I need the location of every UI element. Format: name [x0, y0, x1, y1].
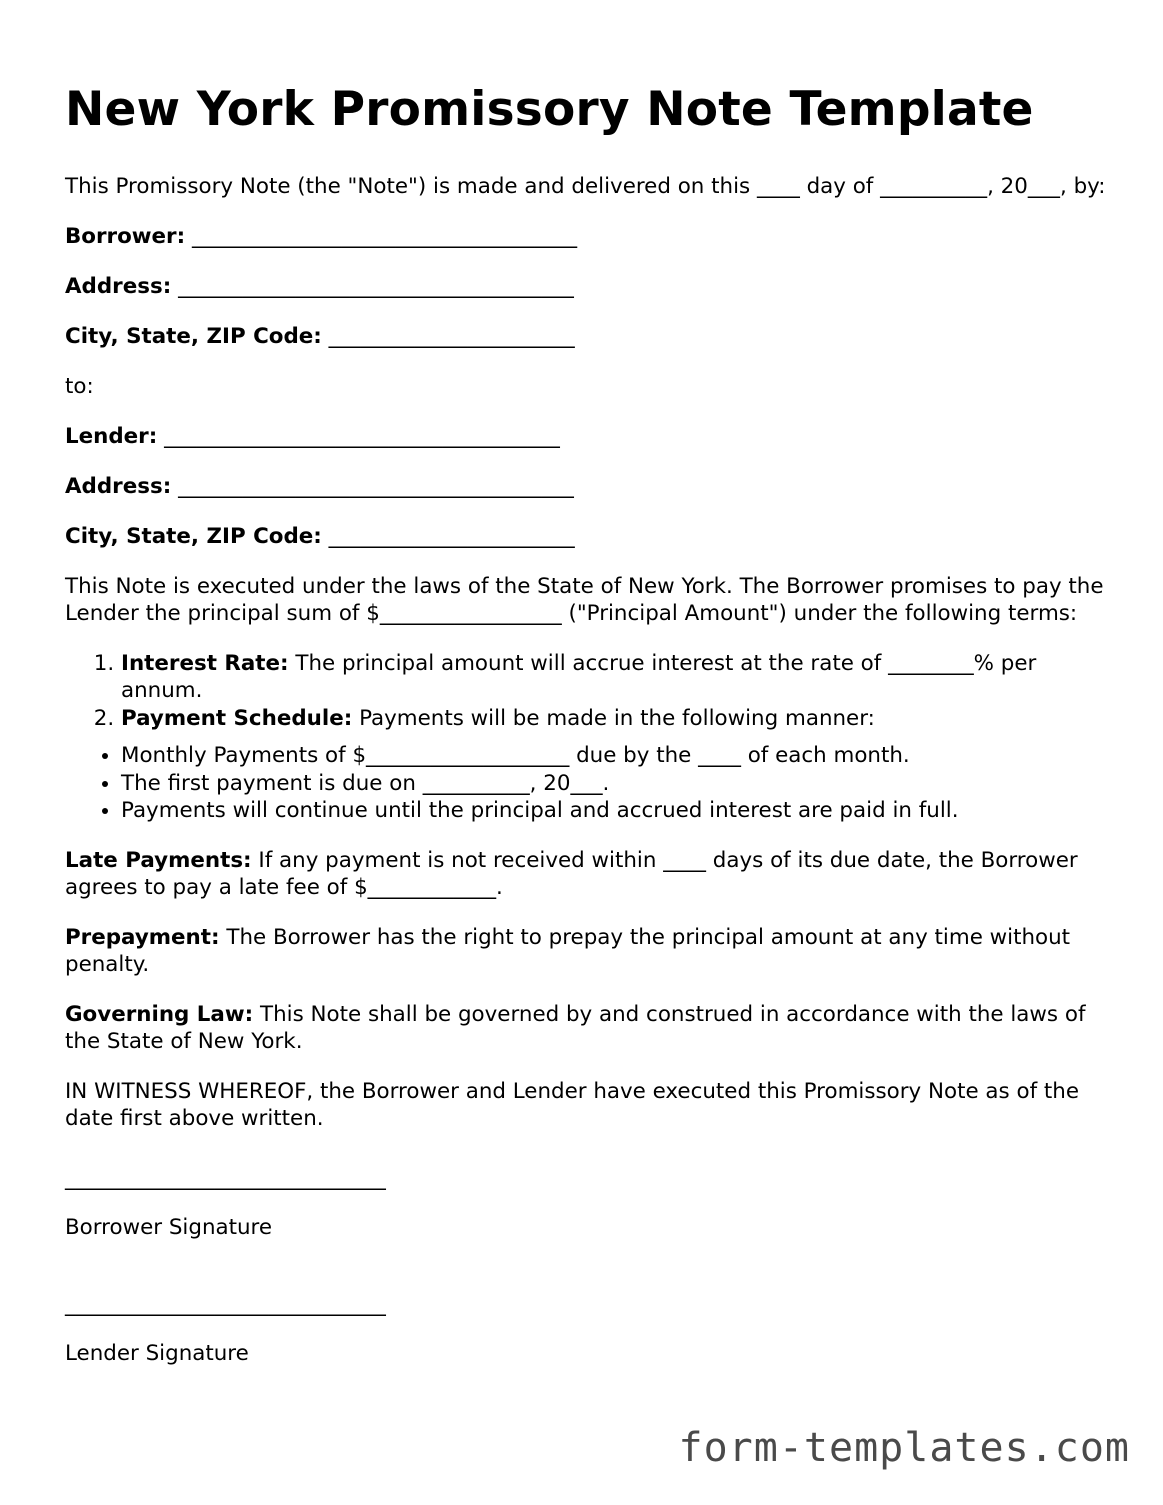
- term-item-payment-schedule: [121, 705, 1115, 733]
- list-item: • Monthly Payments of $___________________ due by the ____ of each month.: [121, 742, 1115, 770]
- lender-city-field: [65, 523, 1115, 551]
- governing-law-text: This Note shall be governed by and construed in accordance with the laws of the State of New York.: [65, 1001, 1086, 1054]
- borrower-address-field: [65, 273, 1115, 301]
- borrower-name-label: Borrower:: [65, 223, 186, 249]
- lender-name-blank: _____________________________________: [164, 423, 560, 449]
- lender-name-field: [65, 423, 1115, 451]
- page-title: New York Promissory Note Template: [65, 82, 1034, 137]
- lender-city-label: City, State, ZIP Code:: [65, 523, 322, 549]
- prepayment-text: The Borrower has the right to prepay the principal amount at any time without penalty.: [65, 924, 1071, 977]
- prepayment-label: Prepayment:: [65, 924, 220, 950]
- list-item: • The first payment is due on __________, 20___.: [121, 770, 1115, 798]
- terms-list: [65, 650, 1115, 733]
- lender-signature-line: ______________________________: [65, 1291, 386, 1317]
- governing-law-paragraph: [65, 1001, 1115, 1056]
- lender-signature-label: Lender Signature: [65, 1341, 249, 1366]
- lender-address-label: Address:: [65, 473, 172, 499]
- lender-city-blank: _______________________: [328, 523, 575, 549]
- borrower-name-field: [65, 223, 1115, 251]
- borrower-city-label: City, State, ZIP Code:: [65, 323, 322, 349]
- borrower-signature-line: ______________________________: [65, 1165, 386, 1191]
- late-payments-paragraph: [65, 847, 1115, 902]
- governing-law-label: Governing Law:: [65, 1001, 254, 1027]
- borrower-name-blank: ____________________________________: [191, 223, 578, 249]
- watermark: form-templates.com: [678, 1425, 1130, 1471]
- lender-address-blank: _____________________________________: [178, 473, 574, 499]
- borrower-address-label: Address:: [65, 273, 172, 299]
- borrower-signature-label: Borrower Signature: [65, 1215, 273, 1240]
- term-label: Payment Schedule:: [121, 705, 353, 731]
- term-text: Payments will be made in the following manner:: [359, 705, 875, 731]
- borrower-city-field: [65, 323, 1115, 351]
- term-item-interest: [121, 650, 1115, 705]
- late-payments-text: If any payment is not received within ____ days of its due date, the Borrower agrees to pay a late fee of $____________.: [65, 847, 1078, 900]
- lender-address-field: [65, 473, 1115, 501]
- to-text: to:: [65, 373, 94, 399]
- borrower-city-blank: _______________________: [328, 323, 575, 349]
- witness-paragraph: IN WITNESS WHEREOF, the Borrower and Lender have executed this Promissory Note as of the date first above written.: [65, 1078, 1080, 1131]
- list-item: • Payments will continue until the principal and accrued interest are paid in full.: [121, 797, 1115, 825]
- prepayment-paragraph: [65, 924, 1115, 979]
- document-page: [65, 80, 1115, 1417]
- term-text: The principal amount will accrue interest at the rate of ________% per annum.: [121, 650, 1037, 703]
- late-payments-label: Late Payments:: [65, 847, 252, 873]
- intro-paragraph: This Promissory Note (the "Note") is made and delivered on this ____ day of __________, 20___, by:: [65, 174, 1106, 199]
- principal-paragraph: This Note is executed under the laws of the State of New York. The Borrower promises to pay the Lender the principal sum of $_________________ ("Principal Amount") under the following terms:: [65, 573, 1104, 626]
- borrower-address-blank: _____________________________________: [178, 273, 574, 299]
- payments-list: [65, 742, 1115, 825]
- term-label: Interest Rate:: [121, 650, 289, 676]
- lender-name-label: Lender:: [65, 423, 158, 449]
